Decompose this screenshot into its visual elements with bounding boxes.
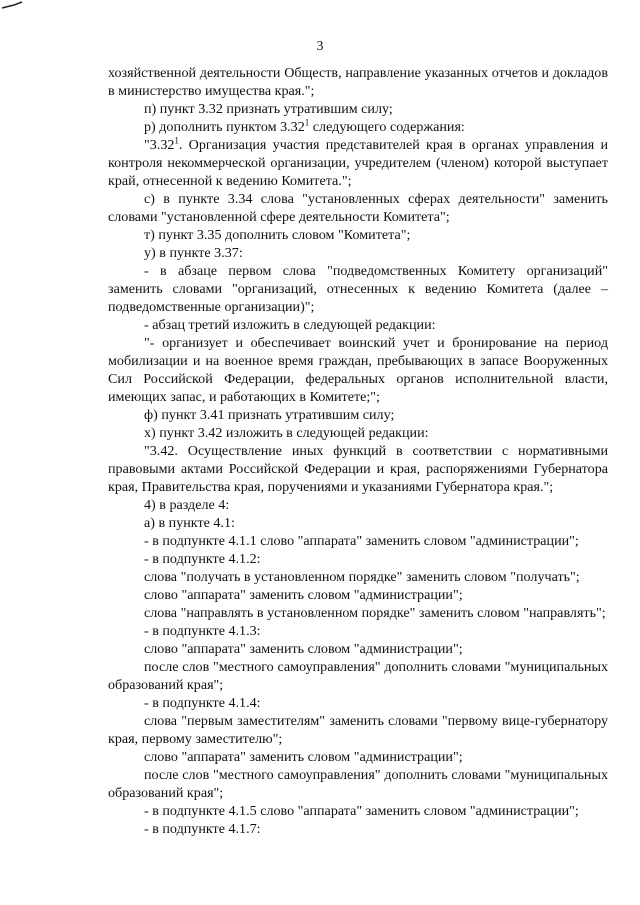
paragraph-4-1-4: - в подпункте 4.1.4: xyxy=(144,695,261,711)
paragraph-u-abzac-3: - абзац третий изложить в следующей редакции: xyxy=(144,317,436,333)
paragraph-4-1-2-line-2: слово "аппарата" заменить словом "администрации"; xyxy=(144,587,463,603)
paragraph-4-1-4-line-3: после слов "местного самоуправления" дополнить словами "муниципальных образований края"; xyxy=(108,767,608,801)
paragraph-4-1-2-line-1: слова "получать в установленном порядке" заменить словом "получать"; xyxy=(144,569,580,585)
paragraph-3-32-1: "3.32$^1$. Организация участия представителей края в органах управления и контроля некоммерческой организации, учредителем (членом) которой выступает край, отнесенной к ведению Комитета."; xyxy=(108,135,608,189)
paragraph-4-1-4-line-2: слово "аппарата" заменить словом "администрации"; xyxy=(144,749,463,765)
paragraph-4-1-7: - в подпункте 4.1.7: xyxy=(144,821,261,837)
paragraph-4-1-1: - в подпункте 4.1.1 слово "аппарата" заменить словом "администрации"; xyxy=(144,533,579,549)
paragraph-4-1-4-line-1: слова "первым заместителям" заменить словами "первому вице-губернатору края, первому заместителю"; xyxy=(108,713,608,747)
paragraph-t: т) пункт 3.35 дополнить словом "Комитета"; xyxy=(144,227,411,243)
paragraph-4-1-5: - в подпункте 4.1.5 слово "аппарата" заменить словом "администрации"; xyxy=(144,803,579,819)
paragraph-a: а) в пункте 4.1: xyxy=(144,515,235,531)
paragraph-f: ф) пункт 3.41 признать утратившим силу; xyxy=(144,407,395,423)
paragraph-4-1-2: - в подпункте 4.1.2: xyxy=(144,551,261,567)
document-body xyxy=(108,64,608,838)
paragraph-military-registration: "- организует и обеспечивает воинский учет и бронирование на период мобилизации и на военное время граждан, пребывающих в запасе Вооруженных Сил Российской Федерации, федеральных органов исполнительной власти, имеющих запас, и работающих в Комитете;"; xyxy=(108,335,608,405)
paragraph-kh: х) пункт 3.42 изложить в следующей редакции: xyxy=(144,425,429,441)
paragraph-4-1-3-line-2: после слов "местного самоуправления" дополнить словами "муниципальных образований края"; xyxy=(108,659,608,693)
paragraph-continuation: хозяйственной деятельности Обществ, направление указанных отчетов и докладов в министерство имущества края."; xyxy=(108,65,608,99)
page-number: 3 xyxy=(316,39,324,54)
paragraph-section-4: 4) в разделе 4: xyxy=(144,497,230,513)
paragraph-4-1-2-line-3: слова "направлять в установленном порядке" заменить словом "направлять"; xyxy=(144,605,606,621)
paragraph-u: у) в пункте 3.37: xyxy=(144,245,243,261)
paragraph-r: р) дополнить пунктом 3.32$^1$ следующего содержания: xyxy=(144,117,465,135)
paragraph-4-1-3: - в подпункте 4.1.3: xyxy=(144,623,261,639)
paragraph-p: п) пункт 3.32 признать утратившим силу; xyxy=(144,101,393,117)
paragraph-4-1-3-line-1: слово "аппарата" заменить словом "администрации"; xyxy=(144,641,463,657)
scan-artifact-mark xyxy=(0,0,60,12)
paragraph-s: с) в пункте 3.34 слова "установленных сферах деятельности" заменить словами "установленной сфере деятельности Комитета"; xyxy=(108,191,608,225)
paragraph-u-abzac-1: - в абзаце первом слова "подведомственных Комитету организаций" заменить словами "организаций, отнесенных к ведению Комитета (далее – подведомственные организации)"; xyxy=(108,263,608,315)
paragraph-3-42: "3.42. Осуществление иных функций в соответствии с нормативными правовыми актами Российской Федерации и края, распоряжениями Губернатора края, Правительства края, поручениями и указаниями Губернатора края."; xyxy=(108,443,608,495)
